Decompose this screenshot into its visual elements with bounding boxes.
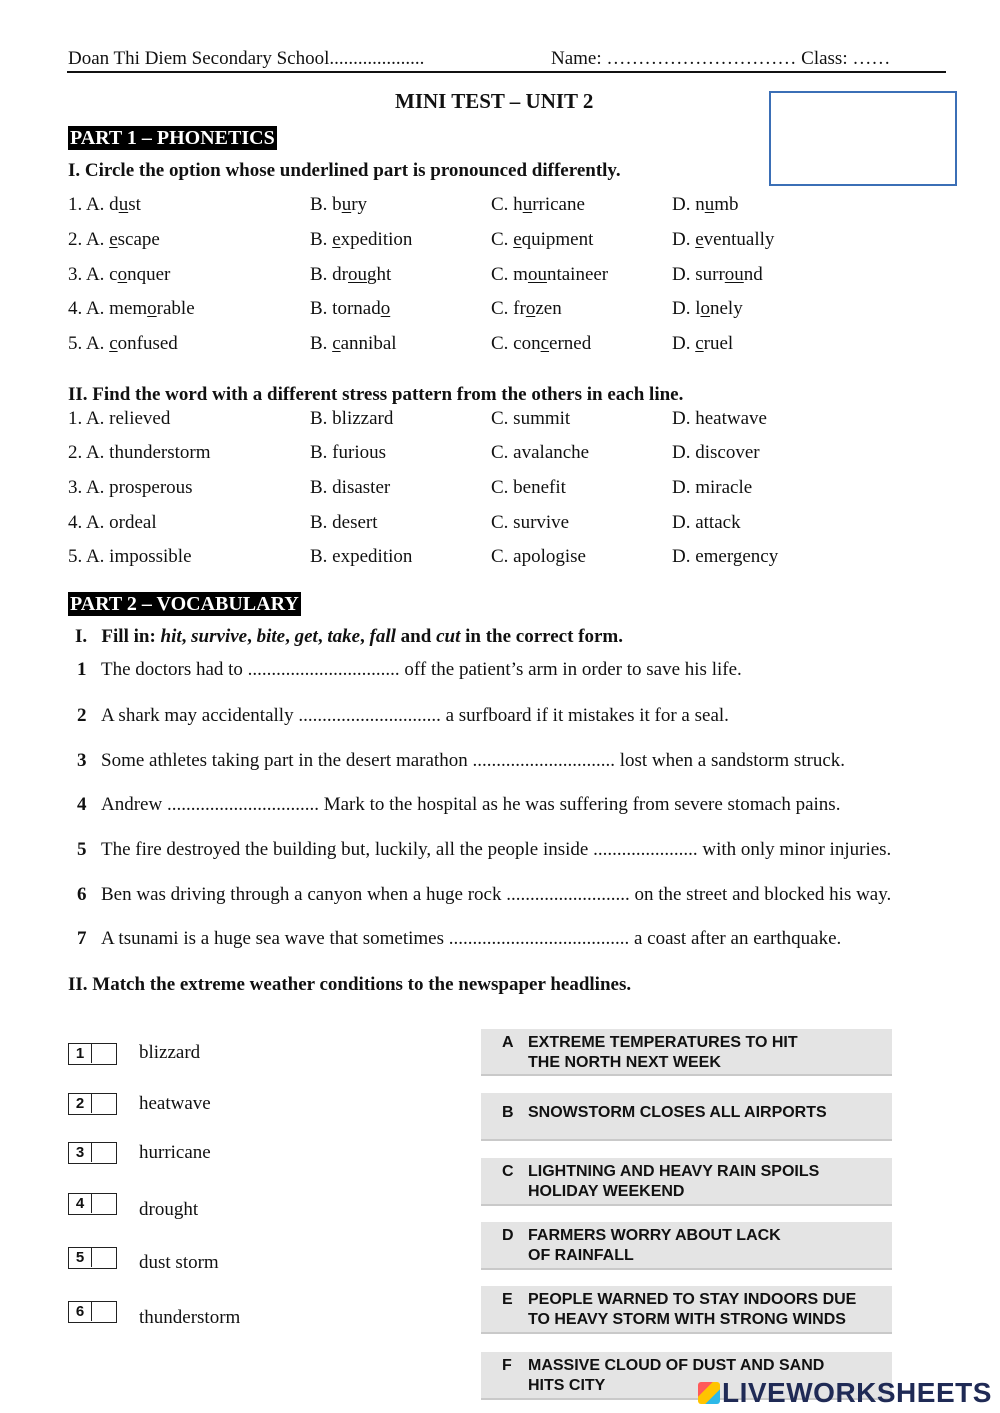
headline-c (481, 1158, 892, 1204)
stress-option[interactable]: B. desert (310, 512, 378, 533)
headline-letter: A (502, 1034, 514, 1051)
answer-box[interactable] (68, 1043, 117, 1065)
phonetics-option[interactable]: D. cruel (672, 333, 734, 354)
verb-get: get (294, 626, 318, 647)
verb-bite: bite (256, 626, 286, 647)
phonetics-option[interactable]: C. mountaineer (491, 264, 609, 285)
phonetics-option[interactable]: D. numb (672, 194, 739, 215)
phonetics-option[interactable]: D. eventually (672, 229, 775, 250)
weather-word: hurricane (139, 1142, 211, 1163)
headline-e (481, 1286, 892, 1332)
logo-icon (698, 1382, 720, 1404)
name-class-field: Name: ………………………… Class: …… (551, 48, 891, 69)
headline-b (481, 1093, 892, 1139)
stress-option[interactable]: C. apologise (491, 546, 586, 567)
stress-option[interactable]: D. emergency (672, 546, 779, 567)
part1-sec1-instruction: I. Circle the option whose underlined part is pronounced differently. (68, 160, 621, 181)
stress-option[interactable]: D. attack (672, 512, 741, 533)
weather-word: heatwave (139, 1093, 211, 1114)
verb-last: cut (436, 626, 461, 647)
weather-word: thunderstorm (139, 1307, 241, 1328)
answer-box-number: 4 (69, 1194, 92, 1213)
answer-box-number: 3 (69, 1143, 92, 1162)
phonetics-option[interactable]: B. bury (310, 194, 368, 215)
headline-letter: B (502, 1104, 514, 1121)
phonetics-option[interactable]: C. concerned (491, 333, 592, 354)
school-name: Doan Thi Diem Secondary School.................... (68, 48, 425, 69)
phonetics-option[interactable]: D. lonely (672, 298, 743, 319)
fill-item-number: 6 (77, 884, 87, 905)
stress-option[interactable]: 2. A. thunderstorm (68, 442, 211, 463)
headline-text: SNOWSTORM CLOSES ALL AIRPORTS (528, 1104, 827, 1121)
verb-hit: hit (160, 626, 182, 647)
stress-option[interactable]: B. furious (310, 442, 386, 463)
stress-option[interactable]: B. blizzard (310, 408, 394, 429)
stress-option[interactable]: B. disaster (310, 477, 391, 498)
headline-text: EXTREME TEMPERATURES TO HIT THE NORTH NEXT WEEK (528, 1034, 798, 1071)
phonetics-option[interactable]: B. tornado (310, 298, 391, 319)
phonetics-option[interactable]: B. cannibal (310, 333, 397, 354)
phonetics-option[interactable]: 4. A. memorable (68, 298, 195, 319)
fill-item-sentence[interactable]: The doctors had to ................................ off the patient’s arm in order to save his life. (101, 659, 742, 680)
headline-letter: D (502, 1227, 514, 1244)
fill-item-sentence[interactable]: A tsunami is a huge sea wave that sometimes ...................................... a coast after an earthquake. (101, 928, 842, 949)
score-box (769, 91, 957, 186)
answer-box-number: 5 (69, 1248, 92, 1267)
fill-item-number: 7 (77, 928, 87, 949)
headline-letter: F (502, 1357, 512, 1374)
stress-option[interactable]: 4. A. ordeal (68, 512, 157, 533)
header-divider (67, 71, 946, 73)
stress-option[interactable]: 1. A. relieved (68, 408, 171, 429)
headline-text: PEOPLE WARNED TO STAY INDOORS DUE TO HEAVY STORM WITH STRONG WINDS (528, 1291, 857, 1328)
headline-text: LIGHTNING AND HEAVY RAIN SPOILS HOLIDAY WEEKEND (528, 1163, 820, 1200)
weather-word: dust storm (139, 1252, 219, 1273)
answer-box[interactable] (68, 1247, 117, 1269)
headline-letter: C (502, 1163, 514, 1180)
stress-option[interactable]: D. heatwave (672, 408, 767, 429)
part2-sec1-instruction (75, 626, 623, 648)
stress-option[interactable]: D. discover (672, 442, 760, 463)
answer-box-number: 1 (69, 1044, 92, 1063)
stress-option[interactable]: C. survive (491, 512, 570, 533)
stress-option[interactable]: C. benefit (491, 477, 566, 498)
stress-option[interactable]: B. expedition (310, 546, 413, 567)
part2-label: PART 2 – VOCABULARY (70, 593, 299, 615)
headline-d (481, 1222, 892, 1268)
fill-item-number: 4 (77, 794, 87, 815)
fill-item-sentence[interactable]: Some athletes taking part in the desert marathon .............................. lost when a sandstorm struck. (101, 750, 846, 771)
fill-item-number: 1 (77, 659, 87, 680)
answer-box[interactable] (68, 1142, 117, 1164)
stress-option[interactable]: C. avalanche (491, 442, 590, 463)
phonetics-option[interactable]: C. equipment (491, 229, 594, 250)
phonetics-option[interactable]: 1. A. dust (68, 194, 141, 215)
phonetics-option[interactable]: 5. A. confused (68, 333, 178, 354)
part1-sec2-instruction: II. Find the word with a different stress pattern from the others in each line. (68, 384, 684, 405)
headline-text: FARMERS WORRY ABOUT LACK OF RAINFALL (528, 1227, 781, 1264)
verb-survive: survive (191, 626, 248, 647)
verb-fall: fall (369, 626, 396, 647)
answer-box-number: 2 (69, 1094, 92, 1113)
fill-item-number: 5 (77, 839, 87, 860)
fill-lead: Fill in: (101, 626, 161, 647)
phonetics-option[interactable]: 2. A. escape (68, 229, 160, 250)
headline-a (481, 1029, 892, 1074)
headline-letter: E (502, 1291, 513, 1308)
stress-option[interactable]: 5. A. impossible (68, 546, 192, 567)
headline-text: MASSIVE CLOUD OF DUST AND SAND HITS CITY (528, 1357, 825, 1394)
phonetics-option[interactable]: D. surround (672, 264, 763, 285)
answer-box[interactable] (68, 1193, 117, 1215)
stress-option[interactable]: C. summit (491, 408, 571, 429)
fill-item-number: 3 (77, 750, 87, 771)
stress-option[interactable]: 3. A. prosperous (68, 477, 193, 498)
fill-item-sentence[interactable]: The fire destroyed the building but, luckily, all the people inside ...................... with only minor injuries. (101, 839, 892, 860)
fill-tail: in the correct form. (465, 626, 624, 647)
fill-item-sentence[interactable]: Andrew ................................ Mark to the hospital as he was suffering from severe stomach pains. (101, 794, 841, 815)
verb-list: hit, survive, bite, get, take, fall (160, 626, 396, 647)
liveworksheets-logo (698, 1377, 992, 1409)
fill-item-sentence[interactable]: Ben was driving through a canyon when a huge rock .......................... on the street and blocked his way. (101, 884, 892, 905)
phonetics-option[interactable]: B. drought (310, 264, 392, 285)
part2-sec2-instruction: II. Match the extreme weather conditions to the newspaper headlines. (68, 974, 632, 995)
weather-word: drought (139, 1199, 199, 1220)
verb-take: take (327, 626, 361, 647)
stress-option[interactable]: D. miracle (672, 477, 753, 498)
phonetics-option[interactable]: B. expedition (310, 229, 413, 250)
fill-item-number: 2 (77, 705, 87, 726)
phonetics-option[interactable]: C. frozen (491, 298, 562, 319)
fill-and: and (400, 626, 432, 647)
logo-text: LIVEWORKSHEETS (722, 1377, 992, 1408)
page-title: MINI TEST – UNIT 2 (395, 89, 594, 113)
weather-word: blizzard (139, 1042, 201, 1063)
answer-box-number: 6 (69, 1302, 92, 1321)
answer-box[interactable] (68, 1301, 117, 1323)
part1-label: PART 1 – PHONETICS (70, 127, 275, 149)
answer-box[interactable] (68, 1093, 117, 1115)
phonetics-option[interactable]: 3. A. conquer (68, 264, 171, 285)
phonetics-option[interactable]: C. hurricane (491, 194, 585, 215)
sec-number: I. (75, 626, 88, 647)
fill-item-sentence[interactable]: A shark may accidentally .............................. a surfboard if it mistakes it for a seal. (101, 705, 729, 726)
